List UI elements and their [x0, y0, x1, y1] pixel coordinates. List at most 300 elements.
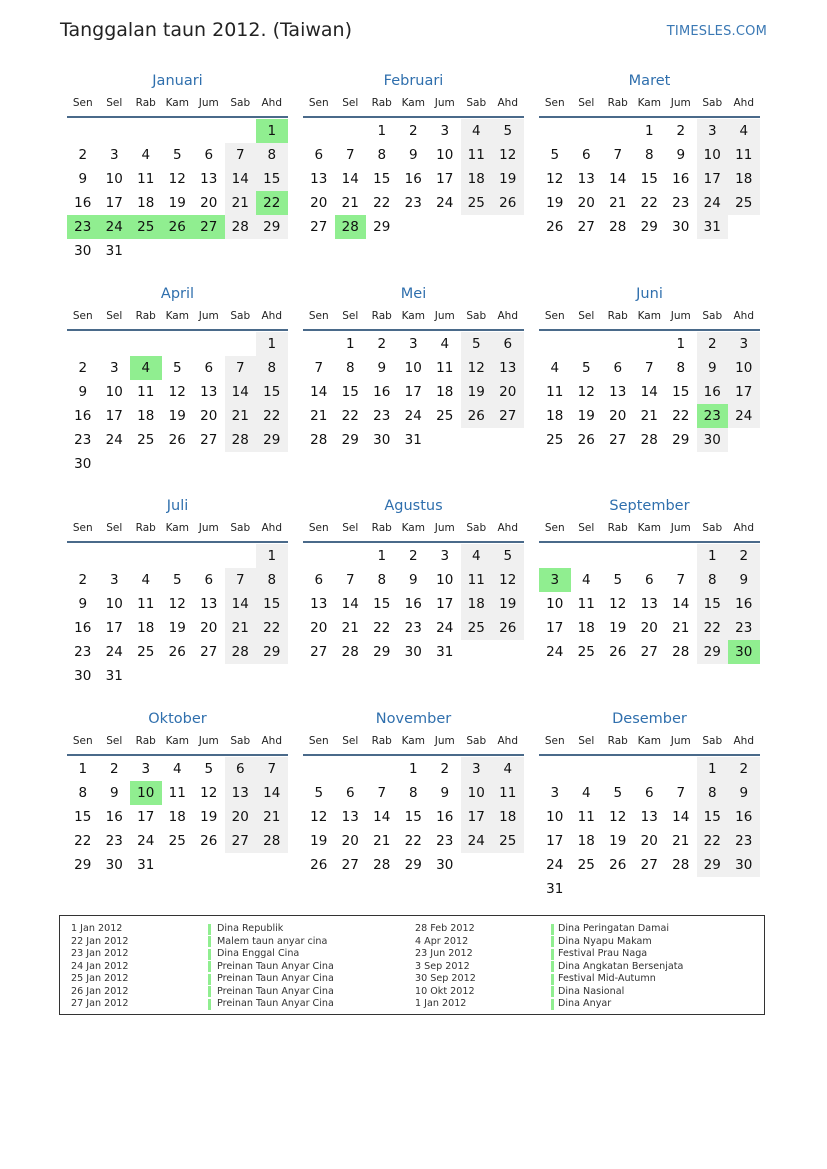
day-cell: 27	[200, 432, 218, 448]
day-cell: 29	[697, 853, 729, 877]
day-cell: 25	[577, 857, 595, 873]
day-cell: 9	[440, 785, 450, 801]
day-cell: 8	[256, 568, 288, 592]
day-cell: 4	[461, 119, 493, 143]
day-cell: 18	[461, 167, 493, 191]
day-cell: 23	[74, 432, 92, 448]
weekday-label: Ahd	[497, 522, 518, 534]
weekday-label: Jum	[434, 310, 455, 322]
weekday-label: Sab	[230, 97, 251, 109]
day-cell: 18	[137, 195, 155, 211]
weekday-label: Sen	[72, 735, 93, 747]
day-cell: 23	[672, 195, 690, 211]
day-cell: 23	[404, 620, 422, 636]
day-cell: 9	[78, 384, 88, 400]
day-cell: 29	[672, 432, 690, 448]
day-cell: 21	[225, 191, 257, 215]
day-cell: 29	[74, 857, 92, 873]
day-cell: 12	[492, 568, 524, 592]
weekday-label: Sab	[230, 310, 251, 322]
day-cell: 22	[697, 829, 729, 853]
day-cell: 17	[546, 620, 564, 636]
day-cell: 20	[609, 408, 627, 424]
day-cell: 15	[672, 384, 690, 400]
weekday-label: Sel	[578, 735, 595, 747]
day-cell: 14	[256, 781, 288, 805]
day-cell: 19	[492, 167, 524, 191]
month-name: Desember	[612, 711, 687, 727]
day-cell: 4	[440, 336, 450, 352]
day-cell: 2	[78, 360, 88, 376]
day-cell: 20	[640, 620, 658, 636]
header-rule	[67, 116, 288, 118]
day-cell: 21	[373, 833, 391, 849]
day-cell: 18	[546, 408, 564, 424]
day-cell: 23	[697, 404, 729, 428]
day-cell: 13	[640, 596, 658, 612]
day-cell: 20	[200, 620, 218, 636]
legend-marker	[208, 974, 211, 985]
day-cell: 1	[377, 548, 387, 564]
day-cell: 10	[105, 384, 123, 400]
day-cell: 22	[697, 616, 729, 640]
day-cell: 30	[105, 857, 123, 873]
day-cell: 31	[105, 668, 123, 684]
weekday-label: Sab	[230, 735, 251, 747]
day-cell: 26	[577, 432, 595, 448]
day-cell: 17	[404, 384, 422, 400]
weekday-label: Sen	[544, 735, 565, 747]
weekday-label: Jum	[670, 522, 691, 534]
day-cell: 8	[377, 147, 387, 163]
day-cell: 12	[200, 785, 218, 801]
day-cell: 13	[225, 781, 257, 805]
legend-date: 10 Okt 2012	[415, 985, 475, 997]
day-cell: 26	[609, 857, 627, 873]
month-name: Februari	[383, 73, 444, 89]
weekday-label: Sen	[308, 310, 329, 322]
day-cell: 29	[256, 640, 288, 664]
day-cell: 18	[436, 384, 454, 400]
legend-date: 1 Jan 2012	[71, 923, 123, 934]
day-cell: 6	[204, 360, 214, 376]
day-cell: 17	[105, 195, 123, 211]
legend-holiday-name: Preinan Taun Anyar Cina	[217, 985, 334, 997]
day-cell: 19	[200, 809, 218, 825]
month-name: November	[375, 711, 452, 727]
day-cell: 3	[728, 332, 760, 356]
day-cell: 24	[105, 432, 123, 448]
day-cell: 1	[644, 123, 654, 139]
day-cell: 27	[492, 404, 524, 428]
weekday-label: Jum	[434, 735, 455, 747]
day-cell: 7	[225, 143, 257, 167]
day-cell: 24	[436, 620, 454, 636]
day-cell: 23	[728, 829, 760, 853]
day-cell: 14	[225, 380, 257, 404]
header-rule	[539, 754, 760, 756]
day-cell: 23	[404, 195, 422, 211]
day-cell: 16	[74, 195, 92, 211]
weekday-label: Jum	[670, 310, 691, 322]
legend-marker	[551, 936, 554, 947]
day-cell: 24	[546, 857, 564, 873]
month-name: Maret	[628, 73, 671, 89]
day-cell: 10	[546, 596, 564, 612]
legend-marker	[208, 949, 211, 960]
day-cell: 15	[373, 596, 391, 612]
day-cell: 14	[341, 596, 359, 612]
site-link[interactable]: TIMESLES.COM	[666, 24, 767, 39]
legend-holiday-name: Festival Prau Naga	[558, 948, 648, 959]
day-cell: 28	[672, 857, 690, 873]
header-rule	[303, 329, 524, 331]
day-cell: 16	[697, 380, 729, 404]
day-cell: 24	[436, 195, 454, 211]
weekday-label: Kam	[165, 522, 189, 534]
day-cell: 26	[168, 644, 186, 660]
weekday-label: Ahd	[261, 97, 282, 109]
day-cell: 1	[408, 761, 418, 777]
day-cell: 1	[697, 757, 729, 781]
day-cell: 29	[341, 432, 359, 448]
header-rule	[303, 541, 524, 543]
weekday-label: Sel	[342, 310, 359, 322]
day-cell: 26	[168, 432, 186, 448]
day-cell: 25	[461, 191, 493, 215]
day-cell: 24	[697, 191, 729, 215]
day-cell: 25	[168, 833, 186, 849]
day-cell: 1	[377, 123, 387, 139]
day-cell: 3	[539, 568, 571, 592]
weekday-label: Ahd	[497, 735, 518, 747]
day-cell: 29	[373, 219, 391, 235]
day-cell: 13	[341, 809, 359, 825]
header-rule	[539, 541, 760, 543]
weekday-label: Sen	[308, 97, 329, 109]
day-cell: 13	[492, 356, 524, 380]
day-cell: 2	[697, 332, 729, 356]
month-name: Juli	[166, 498, 189, 514]
day-cell: 14	[373, 809, 391, 825]
weekday-label: Sab	[466, 522, 487, 534]
day-cell: 4	[141, 572, 151, 588]
day-cell: 18	[492, 805, 524, 829]
day-cell: 2	[728, 544, 760, 568]
weekday-label: Ahd	[733, 310, 754, 322]
weekday-label: Jum	[434, 522, 455, 534]
day-cell: 18	[461, 592, 493, 616]
weekday-label: Kam	[165, 97, 189, 109]
day-cell: 5	[492, 119, 524, 143]
weekday-label: Jum	[670, 735, 691, 747]
day-cell: 7	[676, 572, 686, 588]
legend-holiday-name: Malem taun anyar cina	[217, 935, 328, 947]
weekday-label: Jum	[434, 97, 455, 109]
weekday-label: Rab	[135, 310, 156, 322]
day-cell: 29	[256, 215, 288, 239]
day-cell: 9	[728, 568, 760, 592]
legend-marker	[551, 999, 554, 1010]
day-cell: 25	[728, 191, 760, 215]
weekday-label: Ahd	[261, 735, 282, 747]
weekday-label: Rab	[371, 735, 392, 747]
legend-marker	[551, 924, 554, 935]
legend-holiday-name: Dina Angkatan Bersenjata	[558, 960, 684, 972]
legend-date: 28 Feb 2012	[415, 923, 475, 934]
weekday-label: Sel	[106, 522, 123, 534]
day-cell: 8	[408, 785, 418, 801]
day-cell: 30	[404, 644, 422, 660]
weekday-label: Jum	[198, 522, 219, 534]
day-cell: 18	[137, 620, 155, 636]
day-cell: 3	[550, 785, 560, 801]
day-cell: 20	[200, 195, 218, 211]
day-cell: 14	[640, 384, 658, 400]
day-cell: 29	[404, 857, 422, 873]
day-cell: 16	[672, 171, 690, 187]
day-cell: 11	[137, 171, 155, 187]
day-cell: 30	[672, 219, 690, 235]
day-cell: 14	[609, 171, 627, 187]
header-rule	[67, 541, 288, 543]
day-cell: 22	[256, 191, 288, 215]
day-cell: 21	[256, 805, 288, 829]
day-cell: 1	[256, 119, 288, 143]
weekday-label: Kam	[401, 522, 425, 534]
day-cell: 20	[200, 408, 218, 424]
weekday-label: Kam	[401, 97, 425, 109]
day-cell: 31	[697, 215, 729, 239]
day-cell: 10	[697, 143, 729, 167]
legend-marker	[551, 974, 554, 985]
legend-date: 22 Jan 2012	[71, 935, 129, 947]
weekday-label: Sab	[702, 310, 723, 322]
legend-holiday-name: Dina Republik	[217, 923, 284, 934]
month-name: Oktober	[148, 711, 207, 727]
day-cell: 26	[310, 857, 328, 873]
day-cell: 6	[345, 785, 355, 801]
weekday-label: Sel	[106, 97, 123, 109]
day-cell: 24	[461, 829, 493, 853]
weekday-label: Sen	[72, 522, 93, 534]
day-cell: 28	[609, 219, 627, 235]
day-cell: 21	[640, 408, 658, 424]
day-cell: 16	[404, 596, 422, 612]
day-cell: 4	[728, 119, 760, 143]
day-cell: 12	[609, 809, 627, 825]
weekday-label: Sab	[230, 522, 251, 534]
day-cell: 27	[193, 215, 225, 239]
day-cell: 10	[436, 147, 454, 163]
weekday-label: Kam	[401, 735, 425, 747]
weekday-label: Rab	[607, 735, 628, 747]
day-cell: 25	[546, 432, 564, 448]
day-cell: 24	[728, 404, 760, 428]
day-cell: 28	[640, 432, 658, 448]
legend-date: 30 Sep 2012	[415, 973, 476, 984]
day-cell: 17	[461, 805, 493, 829]
day-cell: 28	[373, 857, 391, 873]
day-cell: 15	[640, 171, 658, 187]
day-cell: 5	[613, 785, 623, 801]
day-cell: 25	[137, 432, 155, 448]
day-cell: 22	[373, 195, 391, 211]
month-name: Januari	[152, 73, 203, 89]
day-cell: 22	[404, 833, 422, 849]
day-cell: 26	[492, 191, 524, 215]
day-cell: 18	[728, 167, 760, 191]
day-cell: 30	[74, 243, 92, 259]
day-cell: 21	[310, 408, 328, 424]
legend-date: 26 Jan 2012	[71, 985, 129, 997]
weekday-label: Sen	[544, 522, 565, 534]
month-name: April	[160, 286, 195, 302]
day-cell: 6	[644, 785, 654, 801]
legend-date: 4 Apr 2012	[415, 935, 469, 947]
day-cell: 28	[225, 215, 257, 239]
day-cell: 2	[440, 761, 450, 777]
day-cell: 3	[109, 572, 119, 588]
day-cell: 30	[728, 640, 760, 664]
day-cell: 10	[436, 572, 454, 588]
day-cell: 31	[546, 881, 564, 897]
legend-holiday-name: Dina Enggal Cina	[217, 948, 300, 959]
legend-marker	[551, 949, 554, 960]
day-cell: 9	[697, 356, 729, 380]
day-cell: 9	[408, 572, 418, 588]
day-cell: 31	[404, 432, 422, 448]
header-rule	[67, 329, 288, 331]
day-cell: 13	[200, 596, 218, 612]
day-cell: 23	[74, 644, 92, 660]
day-cell: 20	[225, 805, 257, 829]
day-cell: 22	[373, 620, 391, 636]
day-cell: 18	[137, 408, 155, 424]
day-cell: 15	[697, 805, 729, 829]
day-cell: 31	[137, 857, 155, 873]
day-cell: 8	[256, 143, 288, 167]
weekday-label: Sab	[702, 522, 723, 534]
day-cell: 9	[377, 360, 387, 376]
day-cell: 4	[581, 785, 591, 801]
day-cell: 13	[200, 171, 218, 187]
legend-holiday-name: Dina Nasional	[558, 985, 625, 997]
day-cell: 3	[440, 548, 450, 564]
day-cell: 27	[640, 857, 658, 873]
day-cell: 10	[546, 809, 564, 825]
day-cell: 4	[141, 147, 151, 163]
month-name: September	[609, 498, 690, 514]
day-cell: 5	[492, 544, 524, 568]
weekday-label: Sen	[544, 310, 565, 322]
day-cell: 16	[74, 408, 92, 424]
day-cell: 3	[109, 360, 119, 376]
weekday-label: Ahd	[733, 97, 754, 109]
weekday-label: Rab	[371, 97, 392, 109]
day-cell: 20	[492, 380, 524, 404]
day-cell: 12	[461, 356, 493, 380]
day-cell: 28	[225, 640, 257, 664]
weekday-label: Rab	[135, 522, 156, 534]
day-cell: 19	[577, 408, 595, 424]
weekday-label: Rab	[371, 310, 392, 322]
day-cell: 26	[546, 219, 564, 235]
day-cell: 21	[225, 616, 257, 640]
day-cell: 21	[609, 195, 627, 211]
weekday-label: Jum	[198, 97, 219, 109]
day-cell: 17	[697, 167, 729, 191]
day-cell: 8	[256, 356, 288, 380]
weekday-label: Rab	[135, 735, 156, 747]
weekday-label: Kam	[637, 97, 661, 109]
day-cell: 8	[697, 568, 729, 592]
day-cell: 17	[105, 408, 123, 424]
day-cell: 30	[74, 668, 92, 684]
day-cell: 26	[609, 644, 627, 660]
legend-marker	[551, 961, 554, 972]
weekday-label: Kam	[637, 522, 661, 534]
day-cell: 5	[461, 332, 493, 356]
day-cell: 16	[436, 809, 454, 825]
day-cell: 28	[225, 428, 257, 452]
day-cell: 3	[461, 757, 493, 781]
day-cell: 13	[310, 171, 328, 187]
day-cell: 11	[461, 143, 493, 167]
legend-marker	[551, 986, 554, 997]
day-cell: 24	[546, 644, 564, 660]
legend-holiday-name: Dina Peringatan Damai	[558, 923, 669, 934]
day-cell: 9	[109, 785, 119, 801]
day-cell: 27	[577, 219, 595, 235]
day-cell: 7	[314, 360, 324, 376]
weekday-label: Sel	[578, 310, 595, 322]
day-cell: 3	[141, 761, 151, 777]
day-cell: 21	[225, 404, 257, 428]
day-cell: 28	[335, 215, 367, 239]
day-cell: 9	[676, 147, 686, 163]
day-cell: 19	[546, 195, 564, 211]
day-cell: 27	[310, 219, 328, 235]
day-cell: 15	[404, 809, 422, 825]
day-cell: 25	[137, 644, 155, 660]
legend-marker	[208, 986, 211, 997]
day-cell: 8	[345, 360, 355, 376]
day-cell: 30	[74, 456, 92, 472]
legend-holiday-name: Festival Mid-Autumn	[558, 973, 656, 984]
day-cell: 14	[672, 596, 690, 612]
weekday-label: Sen	[308, 735, 329, 747]
day-cell: 11	[728, 143, 760, 167]
day-cell: 27	[341, 857, 359, 873]
day-cell: 8	[644, 147, 654, 163]
day-cell: 27	[640, 644, 658, 660]
month-name: Agustus	[384, 498, 443, 514]
day-cell: 12	[492, 143, 524, 167]
day-cell: 14	[341, 171, 359, 187]
day-cell: 6	[581, 147, 591, 163]
day-cell: 6	[204, 147, 214, 163]
day-cell: 6	[314, 147, 324, 163]
day-cell: 21	[672, 833, 690, 849]
day-cell: 23	[373, 408, 391, 424]
weekday-label: Sel	[578, 97, 595, 109]
day-cell: 11	[546, 384, 564, 400]
day-cell: 9	[728, 781, 760, 805]
day-cell: 25	[436, 408, 454, 424]
day-cell: 4	[172, 761, 182, 777]
day-cell: 17	[728, 380, 760, 404]
